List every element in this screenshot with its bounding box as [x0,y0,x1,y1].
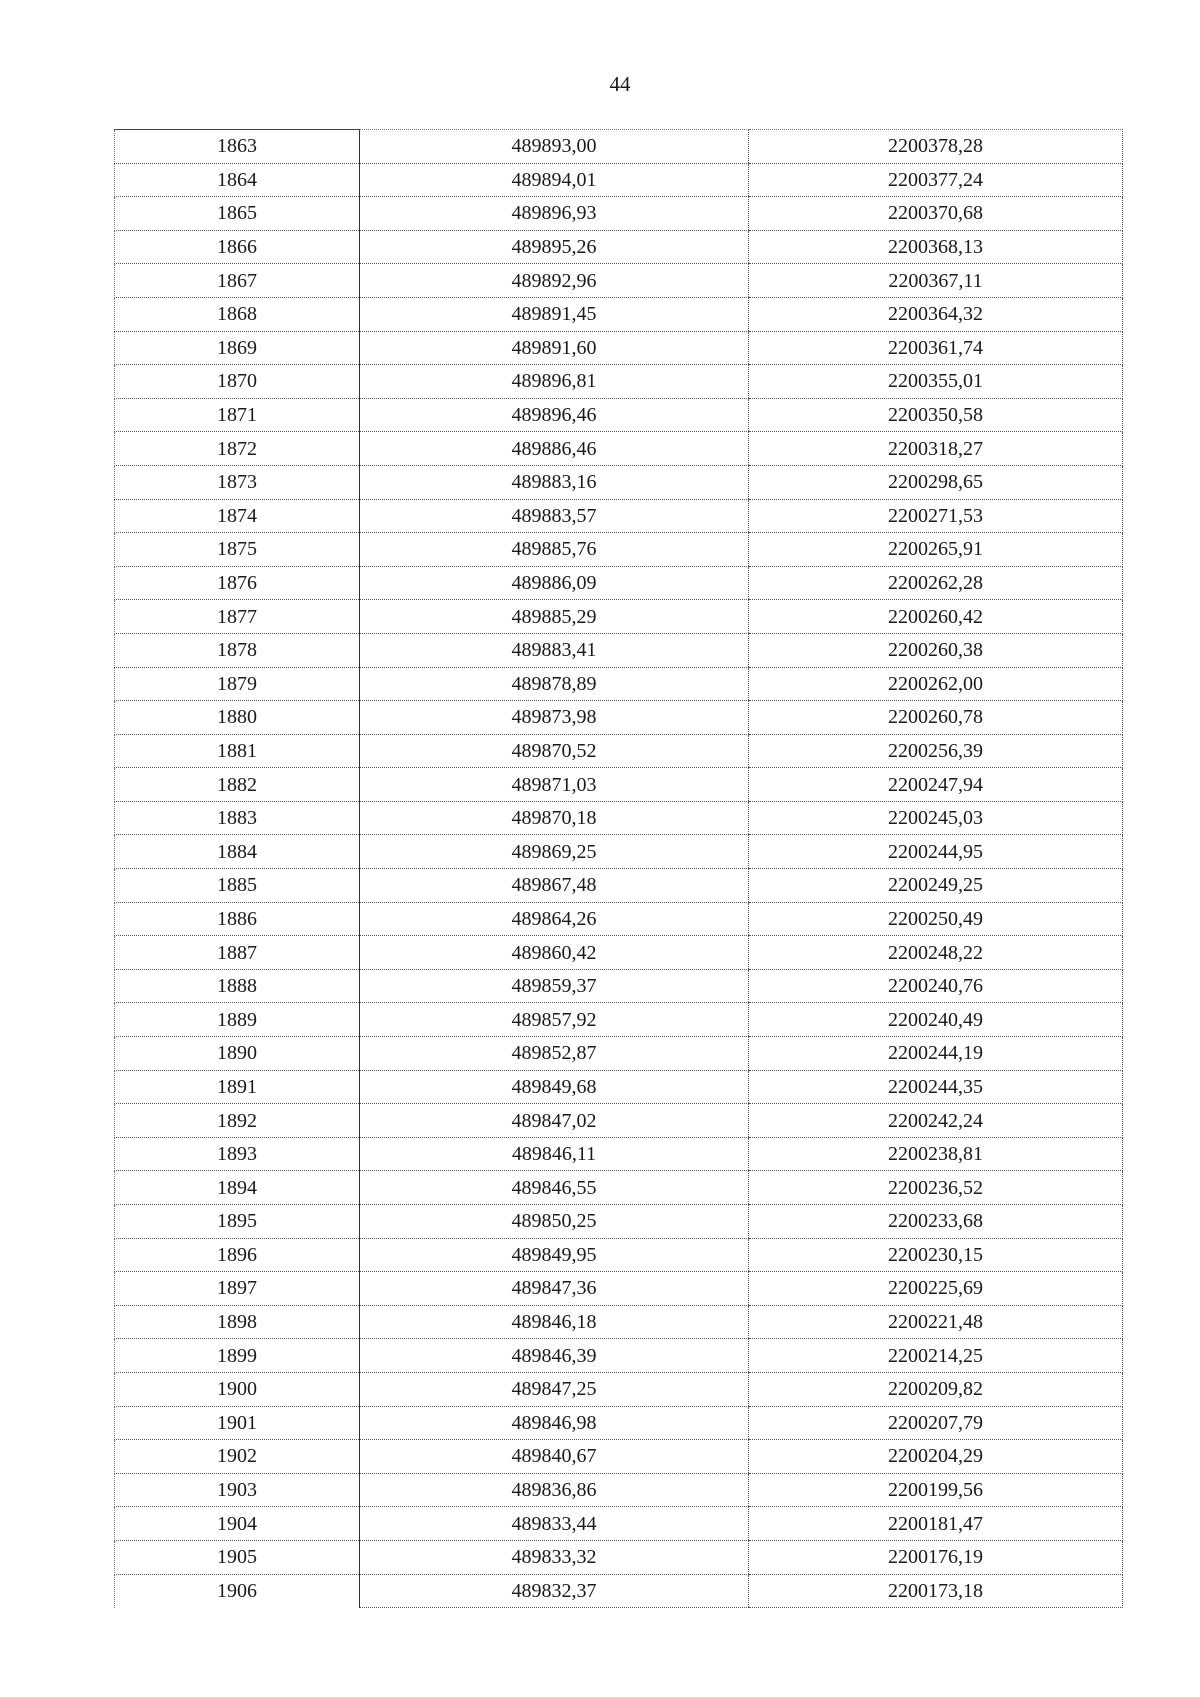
y-coordinate-cell: 2200240,76 [749,969,1123,1003]
point-number-cell: 1874 [115,499,360,533]
coordinates-table [114,129,1123,1608]
x-coordinate-cell: 489846,39 [360,1339,749,1373]
table-row [115,230,1123,264]
y-coordinate-cell: 2200262,00 [749,667,1123,701]
point-number-cell: 1875 [115,533,360,567]
y-coordinate-cell: 2200271,53 [749,499,1123,533]
table-row [115,600,1123,634]
point-number-cell: 1900 [115,1372,360,1406]
point-number-cell: 1892 [115,1104,360,1138]
x-coordinate-cell: 489869,25 [360,835,749,869]
table-row [115,633,1123,667]
y-coordinate-cell: 2200355,01 [749,365,1123,399]
y-coordinate-cell: 2200260,42 [749,600,1123,634]
point-number-cell: 1899 [115,1339,360,1373]
x-coordinate-cell: 489893,00 [360,130,749,164]
point-number-cell: 1906 [115,1574,360,1608]
y-coordinate-cell: 2200238,81 [749,1137,1123,1171]
table-row [115,667,1123,701]
point-number-cell: 1895 [115,1205,360,1239]
x-coordinate-cell: 489860,42 [360,936,749,970]
x-coordinate-cell: 489847,36 [360,1272,749,1306]
y-coordinate-cell: 2200249,25 [749,869,1123,903]
point-number-cell: 1897 [115,1272,360,1306]
y-coordinate-cell: 2200173,18 [749,1574,1123,1608]
table-row [115,432,1123,466]
table-row [115,1372,1123,1406]
point-number-cell: 1889 [115,1003,360,1037]
y-coordinate-cell: 2200181,47 [749,1507,1123,1541]
point-number-cell: 1873 [115,465,360,499]
x-coordinate-cell: 489885,29 [360,600,749,634]
y-coordinate-cell: 2200265,91 [749,533,1123,567]
point-number-cell: 1896 [115,1238,360,1272]
x-coordinate-cell: 489883,41 [360,633,749,667]
y-coordinate-cell: 2200247,94 [749,768,1123,802]
y-coordinate-cell: 2200262,28 [749,566,1123,600]
table-row [115,1473,1123,1507]
table-row [115,936,1123,970]
x-coordinate-cell: 489885,76 [360,533,749,567]
y-coordinate-cell: 2200240,49 [749,1003,1123,1037]
x-coordinate-cell: 489896,46 [360,398,749,432]
point-number-cell: 1885 [115,869,360,903]
x-coordinate-cell: 489849,95 [360,1238,749,1272]
y-coordinate-cell: 2200225,69 [749,1272,1123,1306]
table-row [115,566,1123,600]
x-coordinate-cell: 489870,18 [360,801,749,835]
x-coordinate-cell: 489870,52 [360,734,749,768]
y-coordinate-cell: 2200367,11 [749,264,1123,298]
table-row [115,835,1123,869]
x-coordinate-cell: 489891,60 [360,331,749,365]
y-coordinate-cell: 2200256,39 [749,734,1123,768]
point-number-cell: 1880 [115,701,360,735]
y-coordinate-cell: 2200298,65 [749,465,1123,499]
y-coordinate-cell: 2200250,49 [749,902,1123,936]
table-row [115,163,1123,197]
point-number-cell: 1876 [115,566,360,600]
x-coordinate-cell: 489859,37 [360,969,749,1003]
x-coordinate-cell: 489892,96 [360,264,749,298]
x-coordinate-cell: 489847,02 [360,1104,749,1138]
point-number-cell: 1884 [115,835,360,869]
x-coordinate-cell: 489832,37 [360,1574,749,1608]
table-row [115,465,1123,499]
table-row [115,701,1123,735]
y-coordinate-cell: 2200245,03 [749,801,1123,835]
point-number-cell: 1866 [115,230,360,264]
table-row [115,1440,1123,1474]
point-number-cell: 1868 [115,297,360,331]
x-coordinate-cell: 489864,26 [360,902,749,936]
point-number-cell: 1905 [115,1540,360,1574]
x-coordinate-cell: 489852,87 [360,1037,749,1071]
y-coordinate-cell: 2200318,27 [749,432,1123,466]
table-row [115,197,1123,231]
y-coordinate-cell: 2200244,35 [749,1070,1123,1104]
y-coordinate-cell: 2200378,28 [749,130,1123,164]
point-number-cell: 1893 [115,1137,360,1171]
table-row [115,1137,1123,1171]
table-row [115,1540,1123,1574]
y-coordinate-cell: 2200221,48 [749,1305,1123,1339]
y-coordinate-cell: 2200377,24 [749,163,1123,197]
table-row [115,297,1123,331]
table-row [115,1238,1123,1272]
point-number-cell: 1870 [115,365,360,399]
point-number-cell: 1890 [115,1037,360,1071]
y-coordinate-cell: 2200236,52 [749,1171,1123,1205]
y-coordinate-cell: 2200350,58 [749,398,1123,432]
table-row [115,902,1123,936]
x-coordinate-cell: 489895,26 [360,230,749,264]
point-number-cell: 1883 [115,801,360,835]
table-row [115,365,1123,399]
point-number-cell: 1877 [115,600,360,634]
point-number-cell: 1872 [115,432,360,466]
x-coordinate-cell: 489857,92 [360,1003,749,1037]
y-coordinate-cell: 2200364,32 [749,297,1123,331]
x-coordinate-cell: 489833,32 [360,1540,749,1574]
point-number-cell: 1891 [115,1070,360,1104]
y-coordinate-cell: 2200244,19 [749,1037,1123,1071]
table-row [115,1171,1123,1205]
x-coordinate-cell: 489867,48 [360,869,749,903]
table-row [115,1339,1123,1373]
x-coordinate-cell: 489847,25 [360,1372,749,1406]
table-row [115,1305,1123,1339]
y-coordinate-cell: 2200207,79 [749,1406,1123,1440]
y-coordinate-cell: 2200244,95 [749,835,1123,869]
point-number-cell: 1887 [115,936,360,970]
y-coordinate-cell: 2200233,68 [749,1205,1123,1239]
y-coordinate-cell: 2200176,19 [749,1540,1123,1574]
y-coordinate-cell: 2200260,78 [749,701,1123,735]
point-number-cell: 1882 [115,768,360,802]
x-coordinate-cell: 489840,67 [360,1440,749,1474]
x-coordinate-cell: 489871,03 [360,768,749,802]
x-coordinate-cell: 489873,98 [360,701,749,735]
x-coordinate-cell: 489846,18 [360,1305,749,1339]
point-number-cell: 1865 [115,197,360,231]
y-coordinate-cell: 2200260,38 [749,633,1123,667]
y-coordinate-cell: 2200209,82 [749,1372,1123,1406]
y-coordinate-cell: 2200248,22 [749,936,1123,970]
x-coordinate-cell: 489891,45 [360,297,749,331]
table-row [115,1037,1123,1071]
table-row [115,264,1123,298]
point-number-cell: 1901 [115,1406,360,1440]
x-coordinate-cell: 489849,68 [360,1070,749,1104]
x-coordinate-cell: 489836,86 [360,1473,749,1507]
point-number-cell: 1881 [115,734,360,768]
point-number-cell: 1871 [115,398,360,432]
point-number-cell: 1878 [115,633,360,667]
point-number-cell: 1902 [115,1440,360,1474]
point-number-cell: 1863 [115,130,360,164]
table-row [115,1104,1123,1138]
table-row [115,1507,1123,1541]
x-coordinate-cell: 489886,09 [360,566,749,600]
x-coordinate-cell: 489896,81 [360,365,749,399]
table-row [115,969,1123,1003]
table-row [115,1205,1123,1239]
table-row [115,1272,1123,1306]
table-row [115,869,1123,903]
x-coordinate-cell: 489883,57 [360,499,749,533]
table-row [115,801,1123,835]
table-row [115,1406,1123,1440]
point-number-cell: 1904 [115,1507,360,1541]
y-coordinate-cell: 2200370,68 [749,197,1123,231]
point-number-cell: 1898 [115,1305,360,1339]
table-row [115,398,1123,432]
y-coordinate-cell: 2200214,25 [749,1339,1123,1373]
x-coordinate-cell: 489894,01 [360,163,749,197]
y-coordinate-cell: 2200361,74 [749,331,1123,365]
x-coordinate-cell: 489886,46 [360,432,749,466]
table-row [115,734,1123,768]
y-coordinate-cell: 2200368,13 [749,230,1123,264]
point-number-cell: 1864 [115,163,360,197]
point-number-cell: 1888 [115,969,360,1003]
point-number-cell: 1886 [115,902,360,936]
coordinates-table-body [115,130,1123,1608]
y-coordinate-cell: 2200230,15 [749,1238,1123,1272]
table-row [115,499,1123,533]
y-coordinate-cell: 2200199,56 [749,1473,1123,1507]
y-coordinate-cell: 2200204,29 [749,1440,1123,1474]
table-row [115,533,1123,567]
point-number-cell: 1869 [115,331,360,365]
table-row [115,331,1123,365]
table-row [115,1070,1123,1104]
table-row [115,1003,1123,1037]
x-coordinate-cell: 489896,93 [360,197,749,231]
table-row [115,1574,1123,1608]
point-number-cell: 1894 [115,1171,360,1205]
x-coordinate-cell: 489846,98 [360,1406,749,1440]
page-number: 44 [609,72,631,96]
x-coordinate-cell: 489878,89 [360,667,749,701]
x-coordinate-cell: 489850,25 [360,1205,749,1239]
x-coordinate-cell: 489833,44 [360,1507,749,1541]
table-row [115,130,1123,164]
x-coordinate-cell: 489846,55 [360,1171,749,1205]
x-coordinate-cell: 489846,11 [360,1137,749,1171]
y-coordinate-cell: 2200242,24 [749,1104,1123,1138]
point-number-cell: 1867 [115,264,360,298]
table-row [115,768,1123,802]
point-number-cell: 1903 [115,1473,360,1507]
x-coordinate-cell: 489883,16 [360,465,749,499]
point-number-cell: 1879 [115,667,360,701]
